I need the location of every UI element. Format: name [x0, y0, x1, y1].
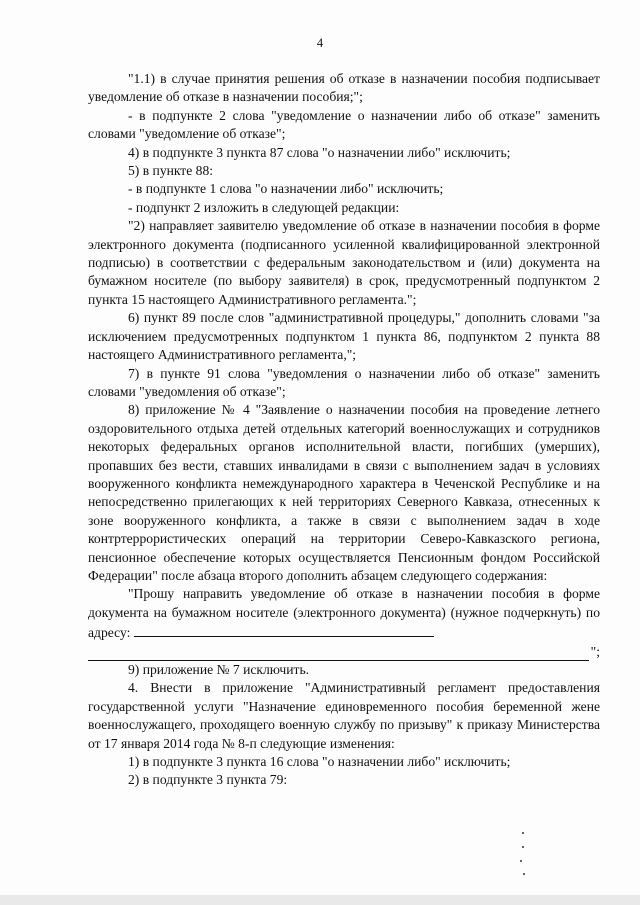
paragraph: 7) в пункте 91 слова "уведомления о назначении либо об отказе" заменить словами "уведомления об отказе";: [88, 365, 600, 399]
address-blank-line: [88, 646, 589, 661]
paragraph: 2) в подпункте 3 пункта 79:: [128, 772, 288, 788]
quote-closing: ";: [590, 643, 600, 659]
paragraph: 9) приложение № 7 исключить.: [128, 662, 310, 677]
scan-speck: [523, 873, 525, 875]
quote-text: "Прошу направить уведомление об отказе в назначении пособия в форме документа на бумажном носителе (электронного документа) (нужное подчеркнуть) по адресу:: [88, 586, 600, 641]
address-blank-line: [134, 622, 434, 637]
paragraph: 1) в подпункте 3 пункта 16 слова "о назначении либо" исключить;: [128, 754, 511, 770]
scan-speck: [520, 860, 522, 862]
scan-speck: [522, 846, 524, 848]
paragraph: - в подпункте 2 слова "уведомление о назначении либо об отказе" заменить словами "уведомление об отказе";: [88, 107, 600, 142]
paragraph: 5) в пункте 88:: [128, 163, 214, 179]
paragraph: 4. Внести в приложение "Административный регламент предоставления государственной услуги "Назначение единовременного пособия беременной жене военнослужащего, проходящего военную службу по призыву" к приказу Министерства от 17 января 2014 года № 8-п следующие изменения:: [88, 680, 600, 751]
paragraph: 6) пункт 89 после слов "административной процедуры," дополнить словами "за исключением предусмотренных подпунктом 1 пункта 86, подпунктом 2 пункта 88 настоящего Административного регламента,";: [88, 310, 600, 363]
paragraph: - в подпункте 1 слова "о назначении либо" исключить;: [128, 181, 444, 197]
paragraph: - подпункт 2 изложить в следующей редакции:: [128, 199, 400, 215]
address-blank-row: [88, 643, 600, 661]
paragraph: 8) приложение № 4 "Заявление о назначении пособия на проведение летнего оздоровительного отдыха детей отдельных категорий военнослужащих и сотрудников некоторых федеральных органов исполнительной власти, погибших (умерших), пропавших без вести, ставших инвалидами в связи с выполнением задач в условиях вооруженного конфликта немеждународного характера в Чеченской Республике и на непосредственно прилегающих к ней территориях Северного Кавказа, отнесенных к зоне вооруженного конфликта, а также в связи с выполнением задач в ходе контртеррористических операций на территории Северо-Кавказского региона, пенсионное обеспечение которых осуществляется Пенсионным фондом Российской Федерации" после абзаца второго дополнить абзацем следующего содержания:: [88, 402, 600, 583]
scan-edge: [0, 895, 640, 905]
scan-speck: [522, 832, 524, 834]
page-number: 4: [316, 36, 324, 50]
paragraph: 4) в подпункте 3 пункта 87 слова "о назначении либо" исключить;: [128, 144, 511, 160]
document-body: [88, 70, 600, 790]
quoted-form-text: [88, 585, 600, 642]
paragraph: "1.1) в случае принятия решения об отказе в назначении пособия подписывает уведомление об отказе в назначении пособия;";: [88, 71, 600, 105]
paragraph: "2) направляет заявителю уведомление об отказе в назначении пособия в форме электронного документа (подписанного усиленной квалифицированной электронной подписью) в соответствии с федеральным законодательством и (или) документа на бумажном носителе (по выбору заявителя) в срок, предусмотренный подпунктом 2 пункта 15 настоящего Административного регламента.";: [88, 218, 600, 307]
